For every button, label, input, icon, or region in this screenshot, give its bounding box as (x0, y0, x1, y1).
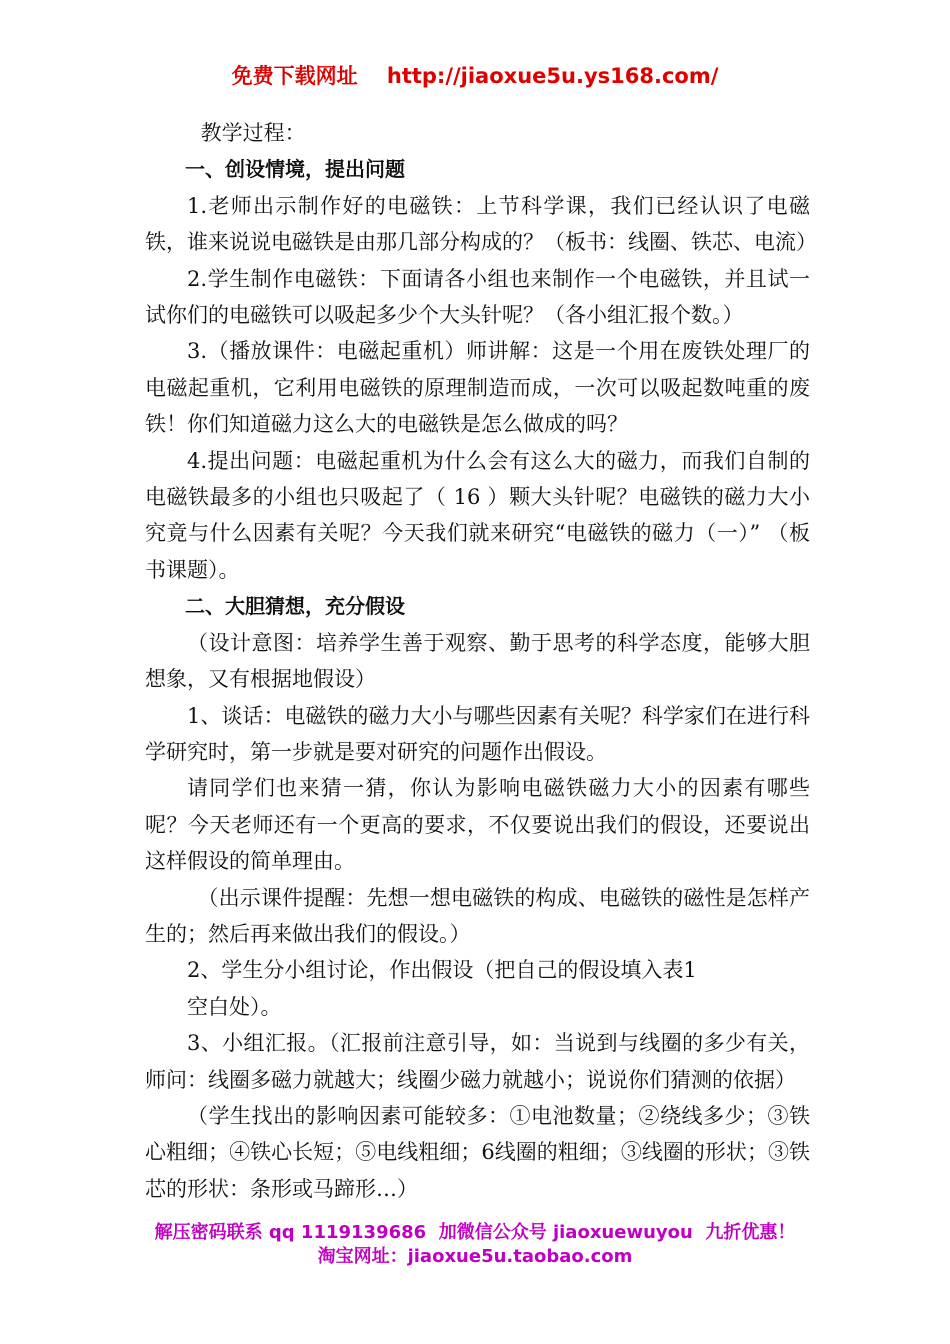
paragraph-group-discussion-cont: 空白处）。 (187, 994, 282, 1019)
paragraph-factors: （学生找出的影响因素可能较多：①电池数量；②绕线多少；③铁心粗细；④铁心长短；⑤电线粗细；6线圈的粗细；③线圈的形状；③铁芯的形状：条形或马蹄形…） (145, 1103, 810, 1201)
paragraph-group-discussion: 2、学生分小组讨论，作出假设（把自己的假设填入表1 (187, 958, 697, 983)
paragraph-1: 1.老师出示制作好的电磁铁：上节科学课，我们已经认识了电磁铁，谁来说说电磁铁是由那几部分构成的？（板书：线圈、铁芯、电流） (145, 193, 817, 255)
paragraph-4: 4.提出问题：电磁起重机为什么会有这么大的磁力，而我们自制的电磁铁最多的小组也只吸起了（ 16 ）颗大头针呢？电磁铁的磁力大小究竟与什么因素有关呢？今天我们就来研究“电磁铁的磁力（一）” （板书课题）。 (145, 448, 810, 582)
paragraph-talk: 1、谈话：电磁铁的磁力大小与哪些因素有关呢？科学家们在进行科学研究时，第一步就是要对研究的问题作出假设。 (145, 703, 810, 764)
footer-contact-line: 解压密码联系 qq 1119139686 加微信公众号 jiaoxuewuyou 九折优惠！ (154, 1222, 796, 1243)
document-body (145, 115, 817, 1207)
paragraph-guess: 请同学们也来猜一猜，你认为影响电磁铁磁力大小的因素有哪些呢？今天老师还有一个更高的要求，不仅要说出我们的假设，还要说出这样假设的简单理由。 (145, 776, 810, 874)
section-heading-1: 一、创设情境，提出问题 (185, 157, 405, 182)
paragraph-3: 3.（播放课件：电磁起重机）师讲解：这是一个用在废铁处理厂的电磁起重机，它利用电磁铁的原理制造而成，一次可以吸起数吨重的废铁！你们知道磁力这么大的电磁铁是怎么做成的吗？ (145, 339, 810, 437)
footer-taobao-link[interactable]: 淘宝网址：jiaoxue5u.taobao.com (317, 1246, 633, 1267)
download-url-header[interactable]: 免费下载网址 http://jiaoxue5u.ys168.com/ (231, 64, 719, 88)
section-heading-2: 二、大胆猜想，充分假设 (185, 594, 405, 619)
paragraph-courseware-hint: （出示课件提醒：先想一想电磁铁的构成、电磁铁的磁性是怎样产生的；然后再来做出我们的假设。） (145, 885, 810, 946)
paragraph-design-intent: （设计意图：培养学生善于观察、勤于思考的科学态度，能够大胆想象，又有根据地假设） (145, 630, 810, 692)
intro-label: 教学过程： (200, 121, 306, 145)
paragraph-group-report: 3、小组汇报。（汇报前注意引导，如：当说到与线圈的多少有关，师问：线圈多磁力就越大；线圈少磁力就越小；说说你们猜测的依据） (145, 1031, 810, 1092)
paragraph-2: 2.学生制作电磁铁：下面请各小组也来制作一个电磁铁，并且试一试你们的电磁铁可以吸起多少个大头针呢？（各小组汇报个数。） (145, 266, 810, 328)
